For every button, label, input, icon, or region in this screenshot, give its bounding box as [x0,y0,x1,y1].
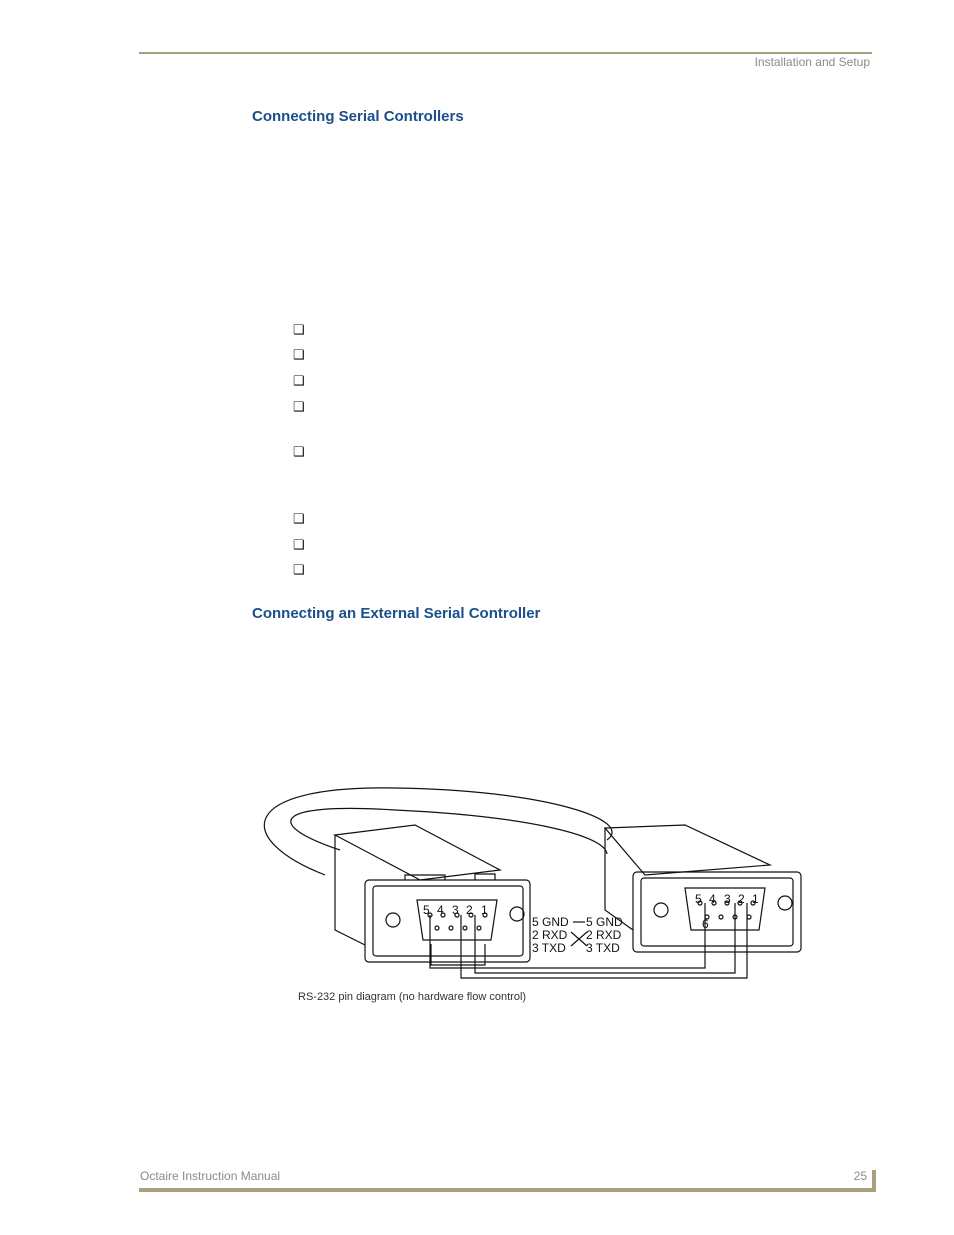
left-connector-shell [365,880,530,962]
cable-inner [291,808,607,854]
left-connector-side [335,835,365,945]
checklist-box: ❑ [293,399,305,414]
wiring-label-right: 2 RXD [586,928,622,942]
checklist-box: ❑ [293,444,305,459]
rs232-cable-diagram [245,780,815,990]
checklist-box: ❑ [293,373,305,388]
left-pin-label: 5 [423,903,430,917]
checklist-box: ❑ [293,562,305,577]
running-head: Installation and Setup [754,55,870,69]
wiring-label-left: 5 GND [532,915,569,929]
left-screw [510,907,524,921]
footer-page-number: 25 [853,1169,867,1183]
left-pin-label: 1 [481,903,488,917]
figure-caption: RS-232 pin diagram (no hardware flow control) [298,991,527,1003]
heading-connecting-serial-controllers: Connecting Serial Controllers [252,108,464,125]
right-pin-label: 4 [709,892,716,906]
right-pin-label: 2 [738,892,745,906]
left-connector-top [335,825,500,880]
checklist-box: ❑ [293,537,305,552]
right-pin-label: 1 [752,892,759,906]
right-connector-top [605,825,770,875]
checklist-box: ❑ [293,322,305,337]
left-screw [386,913,400,927]
right-connector-shell [633,872,801,952]
heading-connecting-external-serial-controller: Connecting an External Serial Controller [252,605,541,622]
right-pin-label: 3 [724,892,731,906]
checklist-box: ❑ [293,347,305,362]
wiring-label-left: 3 TXD [532,941,566,955]
right-screw [654,903,668,917]
wiring-label-left: 2 RXD [532,928,568,942]
footer-manual-title: Octaire Instruction Manual [140,1169,281,1183]
left-pin-label: 2 [466,903,473,917]
wiring-label-right: 5 GND [586,915,623,929]
right-pin-label: 5 [695,892,702,906]
checklist-box: ❑ [293,511,305,526]
footer-rule [139,1188,876,1192]
header-rule [139,52,872,54]
wiring-label-right: 3 TXD [586,941,620,955]
left-pin-label: 4 [437,903,444,917]
cable-outer [264,788,612,875]
right-screw [778,896,792,910]
right-pin-label: 6 [702,917,709,931]
left-pin-label: 3 [452,903,459,917]
